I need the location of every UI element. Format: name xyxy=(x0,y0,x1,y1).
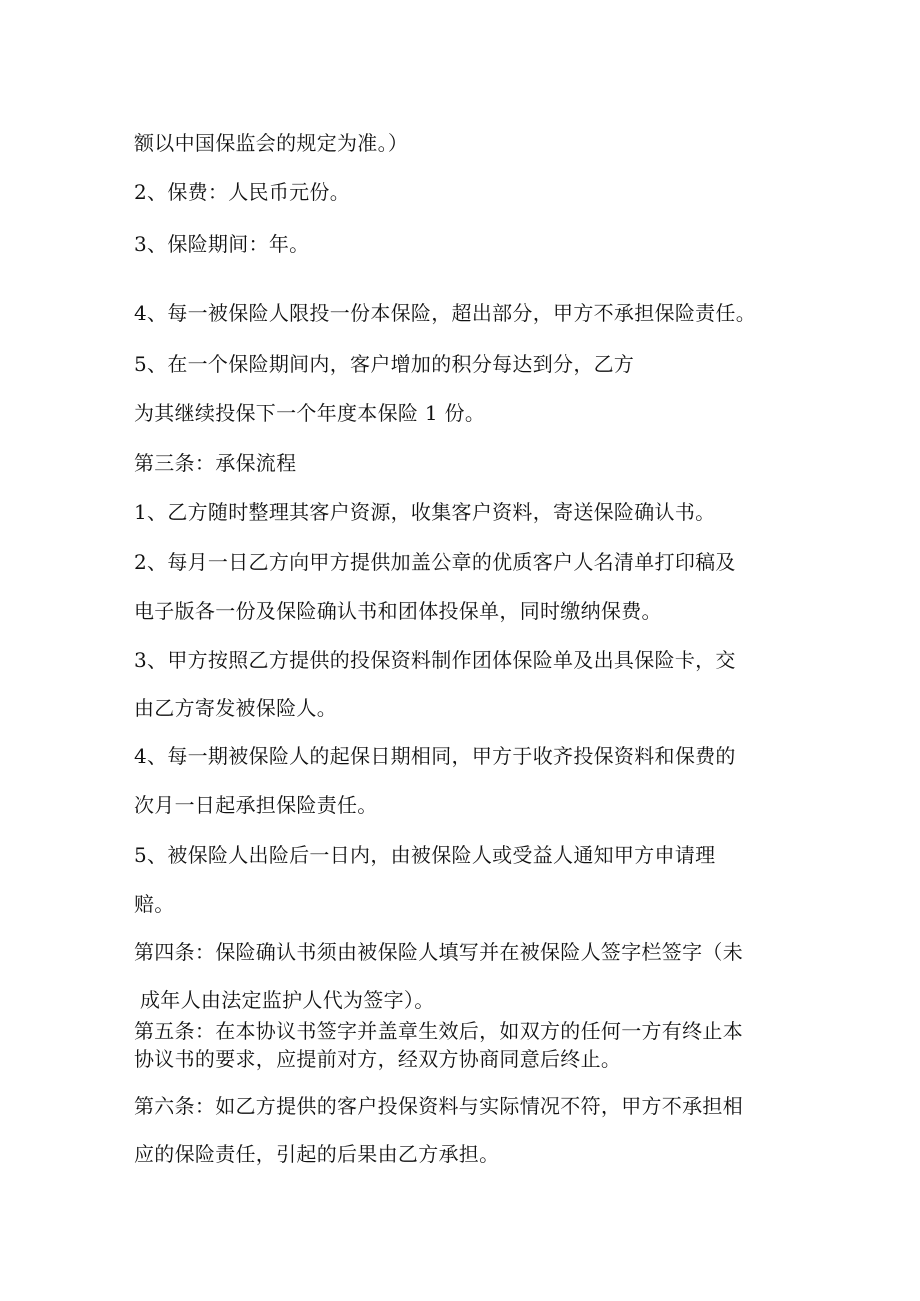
text-line: 第四条：保险确认书须由被保险人填写并在被保险人签字栏签字（未 xyxy=(134,940,743,964)
text-line: 为其继续投保下一个年度本保险 1 份。 xyxy=(134,401,486,425)
text-line: 5、被保险人出险后一日内，由被保险人或受益人通知甲方申请理 xyxy=(134,843,716,867)
text-line: 4、每一被保险人限投一份本保险，超出部分，甲方不承担保险责任。 xyxy=(134,301,757,325)
text-line: 3、甲方按照乙方提供的投保资料制作团体保险单及出具保险卡，交 xyxy=(134,648,736,672)
text-line: 第六条：如乙方提供的客户投保资料与实际情况不符，甲方不承担相 xyxy=(134,1094,743,1118)
text-line: 2、保费：人民币元份。 xyxy=(134,180,351,204)
section-heading: 第三条：承保流程 xyxy=(134,451,297,475)
text-line: 额以中国保监会的规定为准。） xyxy=(134,131,409,155)
text-line: 4、每一期被保险人的起保日期相同，甲方于收齐投保资料和保费的 xyxy=(134,744,736,768)
text-line: 3、保险期间：年。 xyxy=(134,232,310,256)
text-line: 应的保险责任，引起的后果由乙方承担。 xyxy=(134,1142,500,1166)
text-line: 成年人由法定监护人代为签字）。 xyxy=(140,988,435,1012)
text-line: 赔。 xyxy=(134,892,175,916)
text-line: 1、乙方随时整理其客户资源，收集客户资料，寄送保险确认书。 xyxy=(134,500,716,524)
text-line: 次月一日起承担保险责任。 xyxy=(134,793,378,817)
text-line: 由乙方寄发被保险人。 xyxy=(134,696,337,720)
text-line: 2、每月一日乙方向甲方提供加盖公章的优质客户人名清单打印稿及 xyxy=(134,550,736,574)
text-line: 第五条：在本协议书签字并盖章生效后，如双方的任何一方有终止本 xyxy=(134,1019,743,1043)
text-line: 协议书的要求，应提前对方，经双方协商同意后终止。 xyxy=(134,1047,622,1071)
text-line: 5、在一个保险期间内，客户增加的积分每达到分，乙方 xyxy=(134,352,635,376)
text-line: 电子版各一份及保险确认书和团体投保单，同时缴纳保费。 xyxy=(134,599,662,623)
